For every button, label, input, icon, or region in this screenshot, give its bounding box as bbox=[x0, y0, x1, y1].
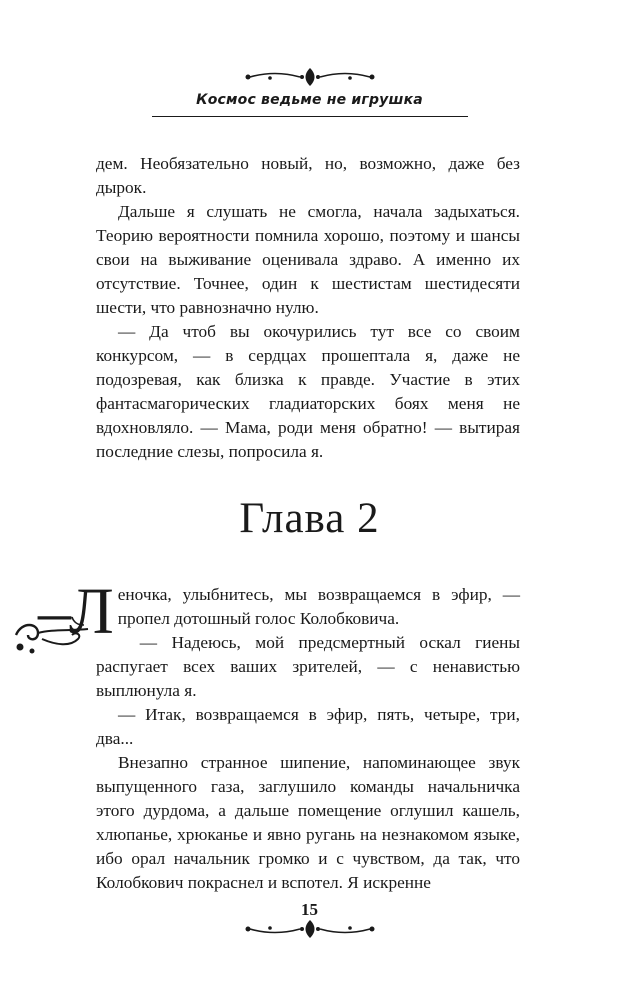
header-rule bbox=[152, 116, 468, 117]
text-block-bottom bbox=[38, 575, 520, 895]
paragraph: дем. Необязательно новый, но, возможно, даже без дырок. bbox=[96, 154, 520, 197]
flourish-ornament-icon bbox=[240, 66, 380, 88]
paragraph: Дальше я слушать не смогла, начала задыхаться. Теорию вероятности помнила хорошо, поэтому и шансы свои на выживание оценивала здраво. А именно их отсутствие. Точнее, один к шестистам шестидесяти шести, что равнозначно нулю. bbox=[96, 202, 520, 317]
paragraph: — Да чтоб вы окочурились тут все со своим конкурсом, — в сердцах прошептала я, даже не подозревая, как близка к правде. Участие в этих фантасмагорических гладиаторских боях меня не вдохновляло. — Мама, роди меня обратно! — вытирая последние слезы, попросила я. bbox=[96, 322, 520, 461]
running-title: Космос ведьме не игрушка bbox=[196, 92, 423, 108]
text-block-top bbox=[96, 152, 520, 464]
page-number: 15 bbox=[301, 900, 318, 919]
dropcap-letter: –Л bbox=[38, 575, 112, 648]
flourish-ornament-icon bbox=[240, 918, 380, 940]
first-paragraph-text: еночка, улыбнитесь, мы возвращаемся в эфир, — пропел дотошный голос Колобковича. bbox=[117, 585, 520, 628]
paragraph: Внезапно странное шипение, напоминающее звук выпущенного газа, заглушило команды начальничка этого дурдома, а дальше помещение оглушил кашель, хлюпанье, хрюканье и явно ругань на незнакомом языке, ибо орал начальник громко и с чувством, да так, что Колобкович покраснел и вспотел. Я искренне bbox=[96, 753, 520, 892]
paragraph: — Итак, возвращаемся в эфир, пять, четыре, три, два... bbox=[96, 705, 520, 748]
chapter-title: Глава 2 bbox=[239, 495, 380, 542]
paragraph bbox=[38, 575, 520, 648]
paragraph: — Надеюсь, мой предсмертный оскал гиены распугает всех ваших зрителей, — с ненавистью выплюнула я. bbox=[96, 633, 520, 700]
